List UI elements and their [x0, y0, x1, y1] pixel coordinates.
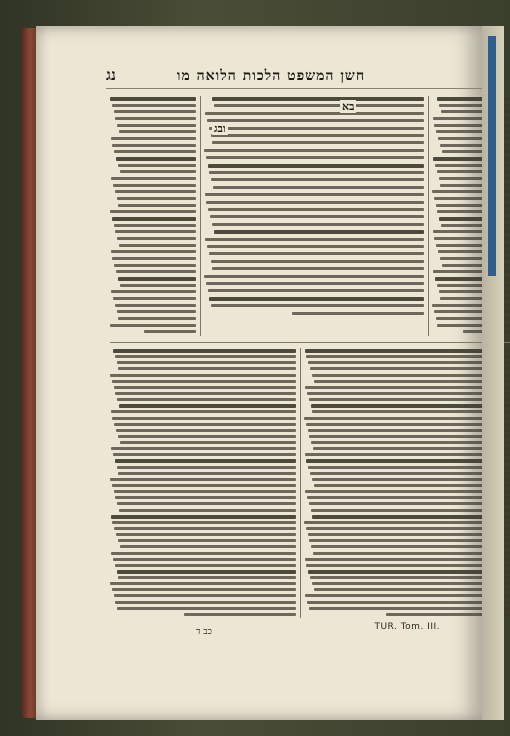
text-line	[308, 570, 510, 574]
text-line	[117, 310, 196, 313]
text-line	[308, 429, 510, 432]
text-line	[118, 472, 296, 475]
text-line	[206, 201, 424, 204]
text-line	[111, 290, 196, 293]
page-header	[106, 66, 496, 89]
text-line	[114, 150, 196, 153]
text-line	[115, 459, 296, 463]
text-line	[111, 447, 296, 450]
text-line	[210, 215, 424, 218]
text-line	[206, 156, 424, 159]
text-line	[110, 324, 196, 327]
text-line	[213, 186, 424, 189]
text-line	[115, 230, 196, 233]
text-line	[308, 466, 510, 469]
text-line	[308, 361, 510, 364]
text-line	[209, 297, 424, 301]
text-line	[312, 478, 510, 481]
text-line	[118, 367, 296, 370]
text-line	[120, 170, 196, 173]
text-line	[312, 374, 510, 377]
text-line	[212, 267, 424, 270]
text-line	[312, 515, 510, 519]
text-line	[115, 355, 296, 358]
text-line	[113, 349, 296, 353]
book-page	[36, 26, 482, 720]
text-line	[214, 230, 424, 234]
text-line	[209, 171, 424, 174]
text-line	[117, 466, 296, 469]
text-line	[307, 392, 510, 395]
text-line	[309, 435, 510, 438]
text-line	[115, 117, 196, 120]
text-line	[214, 104, 424, 107]
text-line	[119, 404, 296, 408]
text-line	[209, 127, 424, 130]
text-line	[114, 423, 296, 426]
text-line	[119, 244, 196, 247]
text-line	[314, 588, 510, 591]
text-line	[292, 312, 424, 315]
text-line	[112, 257, 196, 260]
lower-column-divider	[300, 348, 301, 618]
text-line	[114, 386, 296, 389]
lower-left-commentary	[110, 348, 296, 618]
text-line	[208, 289, 424, 292]
text-line	[309, 607, 510, 610]
text-line	[208, 208, 424, 211]
left-commentary-column	[110, 96, 196, 336]
text-line	[115, 190, 196, 193]
text-line	[306, 459, 510, 463]
text-line	[111, 177, 196, 180]
text-line	[311, 441, 510, 444]
text-line	[111, 250, 196, 253]
text-line	[304, 417, 510, 420]
text-line	[111, 137, 196, 140]
text-line	[305, 453, 510, 456]
text-line	[207, 119, 424, 122]
text-line	[209, 252, 424, 255]
text-line	[115, 496, 296, 499]
text-line	[110, 582, 296, 585]
text-line	[204, 275, 424, 278]
lower-right-commentary	[304, 348, 510, 618]
text-line	[205, 193, 424, 196]
text-line	[111, 515, 296, 519]
text-line	[117, 361, 296, 364]
text-line	[314, 484, 510, 487]
right-column-divider	[428, 96, 429, 336]
text-line	[309, 539, 510, 542]
text-line	[208, 164, 424, 168]
text-line	[112, 484, 296, 487]
text-line	[112, 588, 296, 591]
text-line	[309, 398, 510, 401]
text-line	[116, 429, 296, 432]
text-line	[117, 570, 296, 574]
text-line	[116, 157, 196, 161]
text-line	[114, 264, 196, 267]
text-line	[117, 197, 196, 200]
text-line	[206, 282, 424, 285]
text-line	[144, 330, 196, 333]
lower-right-lines	[304, 348, 510, 618]
text-line	[211, 304, 424, 307]
text-line	[112, 417, 296, 420]
text-line	[114, 527, 296, 530]
lower-left-lines	[110, 348, 296, 618]
text-line	[211, 260, 424, 263]
text-line	[310, 472, 510, 475]
text-line	[306, 564, 510, 567]
text-line	[310, 576, 510, 579]
text-line	[305, 558, 510, 561]
text-line	[311, 545, 510, 548]
text-line	[305, 490, 510, 493]
text-line	[211, 178, 424, 181]
text-line	[118, 164, 196, 167]
text-line	[120, 441, 296, 444]
sub-caption-word: ובג	[214, 122, 226, 135]
text-line	[115, 392, 296, 395]
text-line	[117, 398, 296, 401]
text-line	[205, 238, 424, 241]
text-line	[118, 539, 296, 542]
text-line	[110, 97, 196, 101]
text-line	[111, 410, 296, 413]
text-line	[212, 97, 424, 101]
text-line	[313, 447, 510, 450]
text-line	[117, 607, 296, 610]
text-line	[112, 380, 296, 383]
text-line	[111, 552, 296, 555]
page-number: נג	[106, 66, 116, 84]
text-line	[115, 601, 296, 604]
text-line	[117, 124, 196, 127]
text-line	[205, 112, 424, 115]
main-text-column	[204, 96, 424, 318]
running-title: חשן המשפט הלכות הלואה מו	[176, 68, 366, 84]
text-line	[114, 224, 196, 227]
text-line	[116, 533, 296, 536]
text-line	[112, 521, 296, 524]
text-line	[117, 237, 196, 240]
text-line	[112, 104, 196, 107]
text-line	[113, 184, 196, 187]
text-line	[184, 613, 296, 616]
text-line	[118, 576, 296, 579]
text-line	[112, 144, 196, 147]
text-line	[314, 380, 510, 383]
text-line	[310, 367, 510, 370]
text-line	[306, 423, 510, 426]
text-line	[114, 490, 296, 493]
text-line	[306, 355, 510, 358]
text-line	[114, 110, 196, 113]
text-line	[110, 210, 196, 213]
text-line	[112, 217, 196, 221]
text-line	[117, 502, 296, 505]
text-line	[118, 317, 196, 320]
text-line	[311, 404, 510, 408]
text-line	[110, 374, 296, 377]
text-line	[212, 223, 424, 226]
text-line	[119, 130, 196, 133]
text-line	[308, 533, 510, 536]
text-line	[114, 594, 296, 597]
text-line	[307, 496, 510, 499]
text-line	[211, 134, 424, 137]
text-line	[313, 552, 510, 555]
text-line	[305, 349, 510, 353]
text-line	[207, 245, 424, 248]
next-page-edge	[482, 26, 504, 720]
text-line	[110, 478, 296, 481]
text-line	[113, 297, 196, 300]
text-line	[305, 386, 510, 389]
text-line	[306, 527, 510, 530]
left-column-lines	[110, 96, 196, 336]
text-line	[119, 509, 296, 512]
text-line	[312, 410, 510, 413]
text-line	[304, 521, 510, 524]
text-line	[115, 564, 296, 567]
text-line	[118, 277, 196, 281]
section-divider	[110, 342, 510, 343]
text-line	[118, 204, 196, 207]
text-line	[113, 558, 296, 561]
main-column-lines	[204, 96, 424, 318]
text-line	[311, 509, 510, 512]
text-line	[120, 284, 196, 287]
text-line	[212, 141, 424, 144]
text-line	[204, 149, 424, 152]
left-column-divider	[200, 96, 201, 336]
main-caption-word: בא	[342, 100, 355, 113]
text-line	[113, 453, 296, 456]
signature-mark: כב ד	[196, 627, 212, 637]
text-line	[118, 435, 296, 438]
text-line	[116, 270, 196, 273]
text-line	[307, 601, 510, 604]
text-line	[120, 545, 296, 548]
volume-label: TUR. Tom. III.	[374, 622, 440, 632]
text-line	[305, 594, 510, 597]
text-line	[115, 304, 196, 307]
text-line	[312, 582, 510, 585]
text-line	[309, 502, 510, 505]
page-tab	[488, 36, 496, 276]
